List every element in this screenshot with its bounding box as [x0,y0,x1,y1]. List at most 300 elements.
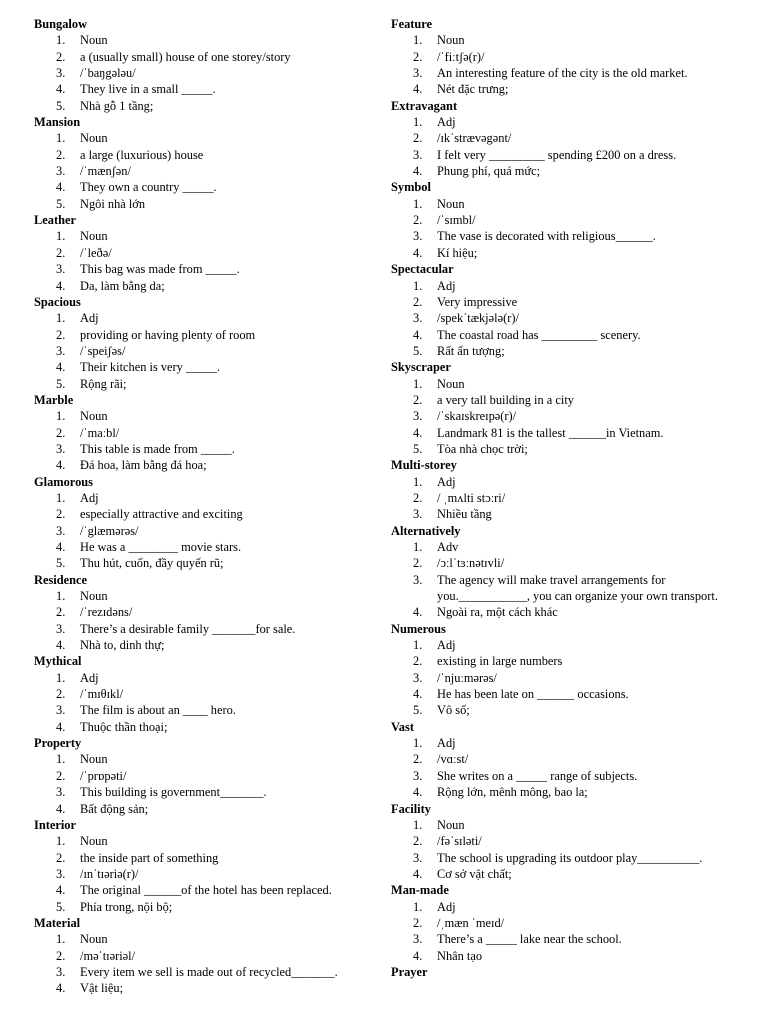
item-number: 1. [56,752,66,767]
definition-item [391,604,741,620]
item-text: Rộng rãi; [80,376,127,391]
vocab-entry [34,114,374,212]
definition-list [391,376,741,458]
item-number: 1. [56,490,66,505]
definition-item [391,866,741,882]
item-text: Rộng lớn, mênh mông, bao la; [437,785,588,800]
definition-item [391,130,741,146]
definition-item [391,817,741,833]
vocab-word: Property [34,736,82,751]
item-number: 4. [56,638,66,653]
item-text: The original ______of the hotel has been replaced. [80,883,332,898]
item-text: a very tall building in a city [437,392,574,407]
item-text: /ˈskaɪskreɪpə(r)/ [437,409,517,424]
item-text: Noun [80,33,108,48]
definition-item [34,882,374,898]
item-text: This table is made from _____. [80,441,235,456]
vocab-entry [34,16,374,114]
item-number: 1. [413,33,423,48]
item-text: Noun [80,752,108,767]
item-number: 4. [413,687,423,702]
definition-item [391,670,741,686]
item-text: providing or having plenty of room [80,327,256,342]
vocab-entry [34,392,374,474]
definition-list [391,114,741,179]
definition-item [34,163,374,179]
item-number: 2. [413,752,423,767]
definition-item [34,523,374,539]
item-number: 2. [56,768,66,783]
item-text: Noun [80,409,108,424]
vocab-entry [391,179,741,261]
item-text: Nét đặc trưng; [437,82,509,97]
definition-item [391,294,741,310]
vocab-entry [391,457,741,522]
item-number: 5. [413,343,423,358]
vocab-entry [391,621,741,719]
item-text: Adj [437,115,456,130]
definition-item [391,555,741,571]
item-text: /ˈspeiʃəs/ [80,343,126,358]
item-number: 2. [56,605,66,620]
definition-item [391,278,741,294]
item-text: a (usually small) house of one storey/story [80,49,291,64]
item-number: 5. [56,98,66,113]
item-text: /ˈrezɪdəns/ [80,605,133,620]
definition-item [34,65,374,81]
item-text: Noun [80,834,108,849]
item-number: 3. [56,785,66,800]
definition-item [34,343,374,359]
definition-item [391,899,741,915]
item-number: 5. [56,556,66,571]
vocab-entry [391,882,741,964]
definition-item [391,735,741,751]
item-text: Their kitchen is very _____. [80,360,221,375]
item-number: 5. [56,376,66,391]
item-number: 3. [413,409,423,424]
item-number: 4. [56,458,66,473]
item-number: 3. [413,670,423,685]
vocab-word: Mansion [34,115,81,130]
item-text: Noun [437,196,465,211]
item-number: 1. [56,409,66,424]
definition-item [34,147,374,163]
definition-item [391,948,741,964]
item-number: 2. [413,654,423,669]
definition-item [34,506,374,522]
item-text: /ˈleðə/ [80,245,112,260]
definition-item [34,866,374,882]
definition-item [391,212,741,228]
definition-item [391,931,741,947]
vocab-entry [391,523,741,621]
vocab-entry [34,817,374,915]
definition-list [34,588,374,653]
item-text: He has been late on ______ occasions. [437,687,629,702]
definition-list [391,637,741,719]
vocab-entry [34,474,374,572]
definition-list [34,130,374,212]
definition-item [34,833,374,849]
definition-item [34,490,374,506]
definition-item [34,261,374,277]
item-number: 3. [56,621,66,636]
item-text: / ˌmʌlti stɔːri/ [437,490,506,505]
definition-item [34,637,374,653]
item-number: 5. [56,196,66,211]
item-number: 2. [56,507,66,522]
item-number: 1. [413,115,423,130]
item-text: Phung phí, quá mức; [437,164,541,179]
item-number: 1. [413,817,423,832]
item-text: /fəˈsɪləti/ [437,834,482,849]
definition-item [391,833,741,849]
item-text: The coastal road has _________ scenery. [437,327,641,342]
definition-list [391,539,741,621]
definition-item [391,163,741,179]
definition-item [34,441,374,457]
item-text: /məˈtɪəriəl/ [80,948,136,963]
definition-list [34,32,374,114]
definition-list [34,490,374,572]
definition-item [391,81,741,97]
item-number: 4. [413,327,423,342]
vocab-entry [34,294,374,392]
item-number: 2. [56,850,66,865]
item-number: 1. [413,376,423,391]
definition-item [34,81,374,97]
item-number: 1. [56,834,66,849]
definition-item [34,702,374,718]
definition-item [34,408,374,424]
item-number: 4. [413,164,423,179]
vocab-entry [34,915,374,997]
item-text: /ɪkˈstrævəgənt/ [437,131,512,146]
vocab-entry [391,964,741,980]
definition-item [391,702,741,718]
item-text: /ɔːlˈtɜːnətɪvli/ [437,556,505,571]
item-text: She writes on a _____ range of subjects. [437,768,638,783]
vocab-word: Facility [391,801,431,816]
definition-item [34,850,374,866]
definition-item [34,604,374,620]
item-text: /ˈnjuːmərəs/ [437,670,497,685]
item-number: 2. [413,131,423,146]
definition-item [391,310,741,326]
definition-list [391,474,741,523]
item-text: Nhà gỗ 1 tầng; [80,98,154,113]
item-text: Phía trong, nội bộ; [80,899,173,914]
item-text: the inside part of something [80,850,219,865]
definition-item [391,196,741,212]
item-number: 3. [56,66,66,81]
definition-item [34,32,374,48]
item-number: 3. [413,311,423,326]
item-number: 4. [56,278,66,293]
item-text: Adj [437,736,456,751]
definition-item [391,915,741,931]
item-text: The film is about an ____ hero. [80,703,236,718]
definition-list [391,196,741,261]
item-number: 1. [413,638,423,653]
item-number: 2. [56,687,66,702]
item-number: 3. [413,147,423,162]
definition-item [34,98,374,114]
item-number: 4. [413,245,423,260]
definition-list [34,833,374,915]
item-number: 5. [56,899,66,914]
vocab-word: Glamorous [34,474,93,489]
item-text: I felt very _________ spending £200 on a dress. [437,147,677,162]
definition-item [34,278,374,294]
item-number: 3. [56,441,66,456]
item-number: 5. [413,441,423,456]
item-text: /ˈfiːtʃə(r)/ [437,49,485,64]
item-text: Noun [80,589,108,604]
item-text: There’s a desirable family _______for sale. [80,621,296,636]
item-number: 1. [413,278,423,293]
definition-item [391,686,741,702]
definition-item [34,621,374,637]
item-text: Noun [437,33,465,48]
item-number: 3. [56,866,66,881]
item-text: Adj [80,311,99,326]
item-number: 3. [413,932,423,947]
item-text: Adj [80,490,99,505]
item-text: Da, làm bằng da; [80,278,165,293]
definition-item [391,392,741,408]
definition-item [34,784,374,800]
item-text: Nhà to, dinh thự; [80,638,165,653]
definition-item [391,751,741,767]
item-text: There’s a _____ lake near the school. [437,932,622,947]
vocab-entry [34,653,374,735]
item-number: 2. [413,49,423,64]
item-number: 3. [56,703,66,718]
item-text: Adj [437,638,456,653]
item-text: /vɑːst/ [437,752,469,767]
definition-item [34,931,374,947]
definition-item [34,948,374,964]
vocab-word: Spacious [34,294,81,309]
item-number: 3. [56,523,66,538]
definition-item [34,425,374,441]
item-text: Noun [80,229,108,244]
definition-list [391,817,741,882]
item-text: especially attractive and exciting [80,507,243,522]
item-number: 4. [56,360,66,375]
definition-item [391,850,741,866]
definition-item [391,65,741,81]
definition-item [391,376,741,392]
item-text: a large (luxurious) house [80,147,204,162]
item-text: Landmark 81 is the tallest ______in Vietnam. [437,425,664,440]
item-text: Noun [437,376,465,391]
item-number: 2. [413,213,423,228]
item-text: Nhiều tầng [437,507,492,522]
item-number: 2. [413,294,423,309]
item-text: They own a country _____. [80,180,217,195]
item-number: 3. [413,572,423,587]
definition-list [34,310,374,392]
item-text: /ˈmænʃən/ [80,164,131,179]
item-text: Noun [80,932,108,947]
definition-item [34,719,374,735]
item-number: 4. [413,82,423,97]
item-number: 3. [413,66,423,81]
definition-item [34,980,374,996]
item-text: Tòa nhà chọc trời; [437,441,528,456]
item-number: 4. [56,180,66,195]
item-number: 1. [413,474,423,489]
vocab-word: Interior [34,817,76,832]
item-text: Every item we sell is made out of recycled_______. [80,964,338,979]
item-text: Very impressive [437,294,518,309]
vocab-word: Material [34,915,81,930]
definition-item [391,343,741,359]
definition-item [391,32,741,48]
item-number: 1. [413,899,423,914]
definition-item [391,768,741,784]
definition-item [391,474,741,490]
item-text: Adv [437,540,459,554]
vocab-entry [34,735,374,817]
item-text: Đá hoa, làm bằng đá hoa; [80,458,207,473]
item-text: Kí hiệu; [437,245,478,260]
item-number: 2. [56,245,66,260]
definition-list [34,408,374,473]
item-number: 2. [56,948,66,963]
vocab-word: Man-made [391,883,449,898]
definition-item [391,784,741,800]
item-number: 4. [413,605,423,620]
definition-list [391,899,741,964]
item-number: 4. [413,425,423,440]
definition-item [34,751,374,767]
definition-item [34,457,374,473]
item-text: Noun [80,131,108,146]
item-text: They live in a small _____. [80,82,216,97]
item-number: 4. [56,82,66,97]
item-text: The agency will make travel arrangements for you.___________, you can organize your own transport. [437,572,718,604]
item-text: This bag was made from _____. [80,262,240,277]
item-text: /ˈmɪθɪkl/ [80,687,124,702]
item-number: 4. [56,883,66,898]
vocab-word: Numerous [391,621,446,636]
vocab-entry [391,16,741,98]
item-text: Vật liệu; [80,981,124,996]
item-text: /ˈprɒpəti/ [80,768,127,783]
item-text: Cơ sở vật chất; [437,866,512,881]
definition-item [34,49,374,65]
item-number: 3. [56,262,66,277]
definition-item [34,555,374,571]
definition-list [34,751,374,816]
definition-item [391,147,741,163]
item-number: 4. [56,801,66,816]
definition-item [391,572,741,605]
item-number: 2. [413,490,423,505]
left-column [34,16,374,997]
item-number: 2. [56,425,66,440]
item-text: Ngôi nhà lớn [80,196,146,211]
item-number: 1. [413,540,423,554]
item-number: 4. [56,540,66,554]
item-text: Adj [80,670,99,685]
item-text: Bất động sản; [80,801,149,816]
definition-list [34,931,374,996]
item-number: 1. [56,131,66,146]
definition-item [34,228,374,244]
item-number: 4. [56,981,66,996]
item-number: 2. [413,834,423,849]
vocab-word: Skyscraper [391,360,451,375]
vocab-word: Extravagant [391,98,458,113]
item-number: 3. [56,164,66,179]
item-text: Adj [437,899,456,914]
definition-item [34,130,374,146]
definition-item [391,653,741,669]
vocab-word: Marble [34,392,74,407]
definition-item [34,359,374,375]
definition-item [34,588,374,604]
vocab-entry [34,212,374,294]
definition-item [34,179,374,195]
item-text: He was a ________ movie stars. [80,540,242,554]
definition-item [34,327,374,343]
definition-item [391,506,741,522]
definition-list [34,228,374,293]
definition-item [391,49,741,65]
vocab-word: Feature [391,17,433,31]
item-number: 2. [413,556,423,571]
item-number: 3. [413,768,423,783]
vocab-entry [391,261,741,359]
item-number: 2. [413,915,423,930]
item-number: 1. [56,932,66,947]
definition-item [391,228,741,244]
definition-item [391,327,741,343]
item-text: /ˈglæmərəs/ [80,523,139,538]
item-number: 1. [413,196,423,211]
item-text: Ngoài ra, một cách khác [437,605,558,620]
item-text: Vô số; [437,703,470,718]
definition-item [391,408,741,424]
item-number: 2. [56,147,66,162]
item-text: Thu hút, cuốn, đầy quyến rũ; [80,556,224,571]
definition-item [34,801,374,817]
item-text: Noun [437,817,465,832]
item-text: /ˈmaːbl/ [80,425,120,440]
item-text: The school is upgrading its outdoor play__________. [437,850,703,865]
item-number: 5. [413,703,423,718]
item-number: 4. [56,719,66,734]
definition-item [34,245,374,261]
item-number: 2. [56,327,66,342]
vocab-entry [391,719,741,801]
item-text: /ˌmæn ˈmeɪd/ [437,915,505,930]
vocab-entry [391,98,741,180]
item-number: 1. [56,229,66,244]
definition-item [391,441,741,457]
vocab-entry [391,801,741,883]
item-text: /ˈsɪmbl/ [437,213,476,228]
item-number: 1. [56,33,66,48]
item-text: /ɪnˈtɪəriə(r)/ [80,866,139,881]
item-text: This building is government_______. [80,785,267,800]
definition-item [34,196,374,212]
